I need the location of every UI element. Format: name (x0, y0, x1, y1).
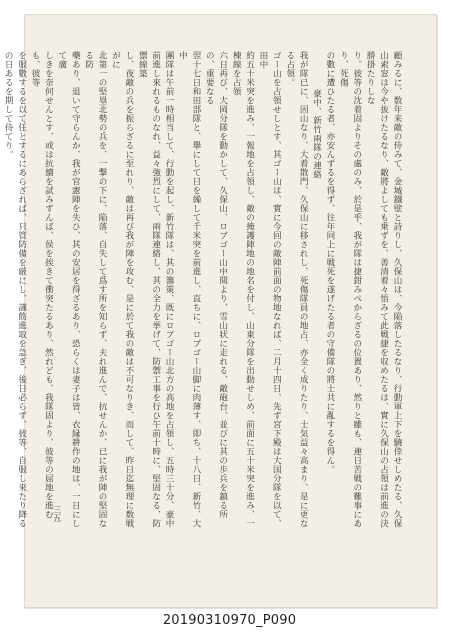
document-page (3, 14, 437, 608)
paragraph-line: 藥あり、退いて守らんか、我が官憲陣を失ひ、其の安居を得ざるあり、恐らくは妻子は皆、衣縁耕作の地は、一日にして廣 (56, 51, 81, 528)
vertical-text-body (3, 51, 403, 529)
page-number: 三五 (51, 505, 61, 523)
paragraph-line: り。彼等の沈着固よりその處のみ、於是乎、我が隊は捷鉗みぺからざるの位置あり、然りと雖も、連日苦戦の難事にあり、死傷 (338, 51, 362, 528)
section-subheading: 豪中、新竹兩隊の連絡 (311, 89, 322, 179)
paragraph-line: の數に遭ひたる者、亦安んずるを得ず、往年同上に戦死を遂げたる者の守備隊の將士共に亂するを得ん。 (324, 51, 335, 474)
paragraph-line: 顧みるに、数年来敵の侍みて、金城鐵壁と詩りし、久保山は、今陥落したるなり、行動軍上下を驍倖せしめたる、久保 (392, 51, 402, 528)
paragraph-line: しきを奈何せんとす、或は抗續を試みずんば、侯を挨きて衝突たるあり、然れども、我隊固より、彼等の屈地を進むも、彼等 (30, 51, 54, 519)
paragraph-line: 團隊は午前一時相当して、行動を起し、新竹隊は、其の籌策、既にロブゴー山北方の高地を占領し、五時三十分、豪中 (164, 51, 175, 528)
paragraph-line: 六日再び、大岡分隊を動かして、久保山、ロブゴー山中間より、雪山状に走れる、敵砲台、並びに其の歩兵を鎮る所の、重要なる (204, 51, 228, 519)
paragraph-line: 北第一の堅塁北勢の兵を、一撃の下に、陥落、自失して爲す所を知らず、夫れ進んで、抗せんか、已に我が陣の堅固なる防 (83, 51, 108, 528)
paragraph-line: 翌十七日和田部隊と、擧にして日を繰して千米突を前進し、直ちに、ロブゴー山脚に肉薄す、即ち、十八日、新竹、大中 (177, 51, 201, 528)
paragraph-line: を服數するを以て任とするにあらざれば、只管防備を厳にし、謹飭進取を急ぎ、後日必らず、彼等、自服し來たり降る (16, 51, 27, 528)
paragraph-line: し、夜敵の兵を振らざるに至れり、敵は再び我が陣を攻む、是に於て我の敵は不可なりき、而して、昨日迄無理に数戦がに (110, 51, 134, 528)
paragraph-line: 前進し來れるものなれ、益々強烈にして、兩隊連絡し、其の全力を挙げて、防禦工事を行ひ午前十時に、堅固なる、防禦線築 (137, 51, 161, 528)
paragraph-line: 約五十米突を進み、一報地を占領し、敵の掩護陣地の地名を付し、山東分隊を出動せしめ、前面に五十米突を進み、一棟線を占領 (231, 51, 255, 528)
paragraph-line: ゴー山を占領せしとす、其ゴー山は、實に今回の敵陣前面の物地なれば、二月十四日、先ず宮下殿は大国分隊を以て、田中 (257, 51, 282, 528)
paragraph-line: の日あるを期して侍てり。 (3, 51, 14, 159)
paragraph-line: 我が隊已に、因山なり、大着散門、久保山に移されし、死傷隊員の地占、亦全く成りたり、士気益々高まり、是に更なる占領。 (284, 51, 309, 528)
image-caption: 20190310970_P090 (162, 613, 297, 628)
paragraph-line: 山索窓は今や抜けたるなり、敵將よしても乗ずを、善清着々悟みて此戦捷を収めたるは、實に久保山の占領は前進の決勝掛たりしな (365, 51, 389, 528)
